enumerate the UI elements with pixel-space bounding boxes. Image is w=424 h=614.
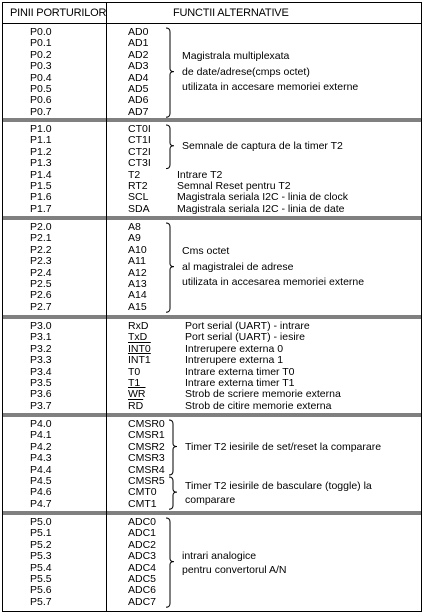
pin-label: P4.1 (30, 429, 52, 442)
signal-name: AD1 (128, 37, 149, 50)
signal-name: A8 (128, 221, 141, 233)
group-description (185, 442, 381, 453)
pin-label: P3.4 (30, 365, 52, 378)
signal-name: AD3 (128, 60, 149, 73)
pin-list (30, 321, 100, 412)
group-description-line: de date/adrese(cmps octet) (182, 65, 310, 78)
signal-name: $\overline{WR}$ (128, 388, 146, 401)
pin-label: P0.4 (30, 71, 52, 84)
pin-label: P2.2 (30, 243, 52, 256)
brace-icon (165, 27, 177, 118)
signal-name: CT1I (128, 134, 151, 147)
group-description-line: al magistralei de adrese (182, 260, 294, 273)
pin-label: P4.5 (30, 474, 52, 487)
signal-name: AD4 (128, 71, 149, 84)
signal-name: A13 (128, 277, 147, 290)
pin-label: P1.2 (30, 145, 52, 158)
function-description: Magistrala seriala I2C - linia de date (177, 202, 345, 215)
function-description: Intrerupere externa 0 (185, 342, 284, 355)
brace-icon (168, 476, 180, 510)
signal-name: RT2 (128, 179, 148, 192)
pin-list (30, 27, 100, 118)
group-description-line: Cms octet (182, 245, 230, 258)
signal-name: T2 (128, 168, 141, 181)
pin-label: P5.1 (30, 527, 52, 540)
group-description-line: utilizata in accesare memoriei externe (182, 81, 359, 94)
signal-name: SCL (128, 191, 149, 204)
pin-label: P0.2 (30, 48, 52, 61)
signal-name: INT1 (128, 354, 151, 367)
header-ports: PINII PORTURILOR (10, 7, 107, 19)
group-description-line: pentru convertorul A/N (182, 563, 287, 576)
pin-list (30, 517, 100, 608)
pin-label: P0.7 (30, 105, 52, 118)
pin-label: P5.0 (30, 516, 52, 528)
signal-name: T1 (128, 376, 141, 389)
pin-label: P3.2 (30, 342, 52, 355)
signal-name: ADC1 (128, 527, 157, 540)
pin-label: P0.3 (30, 60, 52, 73)
pin-label: P2.5 (30, 277, 52, 290)
brace-icon (168, 419, 180, 476)
pin-label: P1.6 (30, 191, 52, 204)
pin-label: P5.7 (30, 595, 52, 608)
function-description: Intrare T2 (177, 168, 223, 181)
function-description: Port serial (UART) - intrare (185, 320, 310, 332)
pin-label: P0.5 (30, 82, 52, 95)
group-description-line: comparare (185, 494, 236, 507)
group-description-line: intrari analogice (182, 549, 257, 562)
pin-label: P1.3 (30, 157, 52, 170)
function-description: Port serial (UART) - iesire (185, 331, 305, 344)
signal-name: AD5 (128, 82, 149, 95)
signal-name: A14 (128, 289, 147, 302)
pin-label: P3.7 (30, 399, 52, 412)
signal-name: RxD (128, 320, 149, 332)
group-description (182, 244, 364, 291)
pin-list (30, 124, 100, 215)
pin-label: P5.5 (30, 572, 52, 585)
pin-label: P2.3 (30, 255, 52, 268)
function-description: Strob de citire memorie externa (185, 399, 332, 412)
pin-label: P0.1 (30, 37, 52, 50)
signal-name: ADC6 (128, 584, 157, 597)
signal-name: ADC3 (128, 550, 157, 563)
pin-label: P1.5 (30, 179, 52, 192)
pin-label: P0.6 (30, 94, 52, 107)
pin-label: P4.6 (30, 486, 52, 499)
group-description (182, 49, 358, 96)
pin-label: P2.0 (30, 221, 52, 233)
signal-name: CMSR4 (128, 463, 165, 476)
signal-name: CMT0 (128, 486, 157, 499)
pin-label: P3.5 (30, 376, 52, 389)
pin-label: P4.0 (30, 418, 52, 430)
signal-name: SDA (128, 202, 150, 215)
brace-icon (165, 124, 177, 170)
pin-label: P5.6 (30, 584, 52, 597)
signal-name: TxD (128, 331, 148, 344)
group-description-line: Timer T2 iesirile de basculare (toggle) la (185, 480, 372, 493)
signal-name: A11 (128, 255, 146, 268)
group-description-line: Semnale de captura de la timer T2 (182, 140, 343, 153)
signal-name: A15 (128, 300, 147, 313)
brace-icon (165, 517, 177, 608)
signal-name: AD0 (128, 26, 149, 38)
pin-list (30, 419, 100, 510)
pin-label: P1.1 (30, 134, 52, 147)
pin-label: P1.4 (30, 168, 52, 181)
signal-name: A12 (128, 266, 147, 279)
pin-label: P1.7 (30, 202, 52, 215)
signal-name: ADC2 (128, 538, 157, 551)
pin-label: P5.2 (30, 538, 52, 551)
signal-name: CT3I (128, 157, 151, 170)
group-description (182, 141, 343, 152)
signal-name: ADC7 (128, 595, 157, 608)
signal-name: CMSR5 (128, 474, 165, 487)
pin-label: P4.3 (30, 452, 52, 465)
brace-icon (165, 222, 177, 313)
function-description: Intrerupere externa 1 (185, 354, 284, 367)
signal-name: T0 (128, 365, 141, 378)
pin-label: P2.6 (30, 289, 52, 302)
group-description-line: Magistrala multiplexata (182, 50, 290, 63)
group-description (185, 479, 372, 507)
signal-name: ADC4 (128, 561, 157, 574)
signal-name: CMSR2 (128, 440, 165, 453)
signal-name: A9 (128, 232, 141, 245)
group-description-line: Timer T2 iesirile de set/reset la comparare (185, 440, 382, 453)
pin-label: P2.4 (30, 266, 52, 279)
signal-name: CT0I (128, 123, 151, 135)
pin-label: P3.0 (30, 320, 52, 332)
pin-label: P3.1 (30, 331, 52, 344)
pin-label: P5.4 (30, 561, 52, 574)
signal-name: ADC5 (128, 572, 157, 585)
signal-name: $\overline{RD}$ (128, 399, 144, 412)
pin-label: P2.1 (30, 232, 52, 245)
pin-label: P0.0 (30, 26, 52, 38)
pin-label: P4.7 (30, 497, 52, 510)
pin-label: P4.2 (30, 440, 52, 453)
pin-label: P4.4 (30, 463, 52, 476)
signal-name: CMSR1 (128, 429, 165, 442)
signal-name: INT0 (128, 342, 151, 355)
function-description: Strob de scriere memorie externa (185, 388, 341, 401)
function-description: Intrare externa timer T0 (185, 365, 295, 378)
pin-label: P5.3 (30, 550, 52, 563)
function-description: Semnal Reset pentru T2 (177, 180, 291, 192)
pin-list (30, 222, 100, 313)
function-description: Magistrala seriala I2C - linia de clock (177, 191, 348, 204)
group-description (182, 549, 286, 577)
header-functions: FUNCTII ALTERNATIVE (173, 7, 289, 19)
signal-name: CMSR0 (128, 418, 165, 430)
signal-name: CMT1 (128, 497, 157, 510)
signal-name: A10 (128, 243, 147, 256)
function-description: Intrare externa timer T1 (185, 377, 295, 389)
signal-name: AD2 (128, 48, 149, 61)
pin-label: P3.6 (30, 388, 52, 401)
pin-label: P1.0 (30, 123, 52, 135)
signal-name: ADC0 (128, 516, 157, 528)
signal-name: AD6 (128, 94, 149, 107)
signal-name: AD7 (128, 105, 149, 118)
group-description-line: utilizata in accesarea memoriei externe (182, 276, 365, 289)
signal-name: CMSR3 (128, 452, 165, 465)
pin-label: P2.7 (30, 300, 52, 313)
signal-name: CT2I (128, 145, 151, 158)
pin-label: P3.3 (30, 354, 52, 367)
